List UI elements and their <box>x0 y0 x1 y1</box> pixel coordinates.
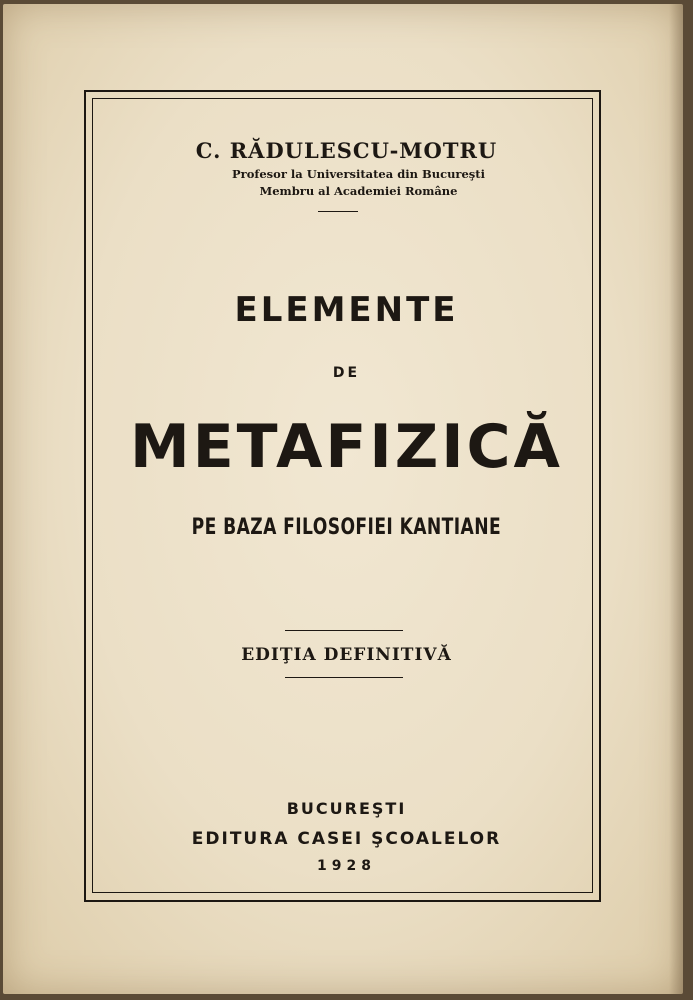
author-affiliation-line2: Membru al Academiei Române <box>259 184 458 198</box>
publication-year: 1928 <box>317 858 376 874</box>
subtitle: PE BAZA FILOSOFIEI KANTIANE <box>191 515 502 540</box>
author-name: C. RĂDULESCU-MOTRU <box>195 138 498 163</box>
edition-label: EDIŢIA DEFINITIVĂ <box>241 645 452 665</box>
publisher-name: EDITURA CASEI ŞCOALELOR <box>191 829 502 849</box>
author-divider-rule <box>318 211 358 212</box>
publication-city: BUCUREŞTI <box>286 799 407 818</box>
edition-top-rule <box>285 630 403 631</box>
title-connector: DE <box>332 365 361 381</box>
edition-bottom-rule <box>285 677 403 678</box>
inner-border-frame <box>92 98 593 893</box>
title-line1: ELEMENTE <box>234 290 459 330</box>
main-title: METAFIZICĂ <box>129 412 563 482</box>
author-affiliation-line1: Profesor la Universitatea din Bucureşti <box>232 167 485 181</box>
